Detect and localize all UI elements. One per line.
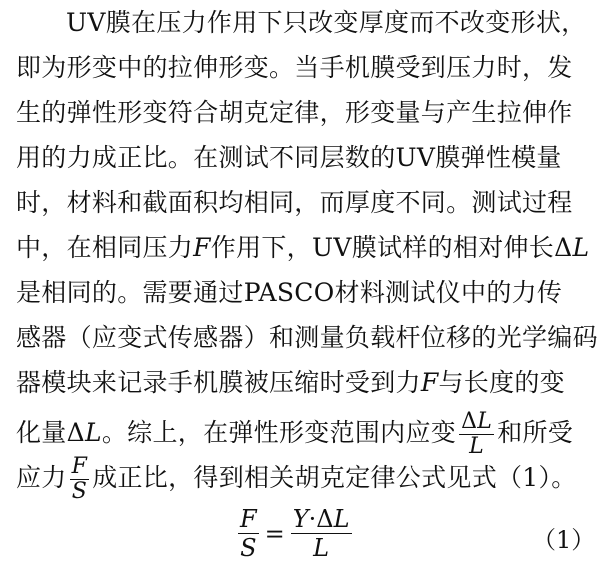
variable-f: F bbox=[193, 233, 211, 262]
delta-symbol: Δ bbox=[316, 505, 334, 533]
formula-rhs-fraction bbox=[291, 505, 352, 562]
text-span: 应力 bbox=[16, 463, 67, 492]
paragraph-line-6 bbox=[16, 231, 590, 265]
fraction-denominator: S bbox=[71, 479, 88, 504]
equation-number: （1） bbox=[532, 526, 596, 554]
text-span: 中，在相同压力 bbox=[16, 233, 194, 262]
variable-l: L bbox=[333, 505, 350, 533]
delta-symbol: Δ bbox=[554, 233, 573, 262]
fraction-numerator bbox=[459, 410, 494, 434]
fraction-numerator bbox=[291, 505, 352, 533]
variable-f: F bbox=[420, 368, 439, 397]
paragraph-line-11 bbox=[16, 443, 586, 513]
hooke-formula bbox=[232, 505, 358, 562]
text-span: 成正比，得到相关胡克定律公式见式（1）。 bbox=[92, 463, 577, 492]
text-span: 器模块来记录手机膜被压缩时受到力 bbox=[16, 368, 421, 397]
variable-y: Y bbox=[292, 505, 309, 533]
formula-lhs-fraction bbox=[238, 505, 259, 562]
text-span: 和所受 bbox=[497, 418, 574, 447]
text-span: 作用下，UV膜试样的相对伸长 bbox=[210, 233, 555, 262]
variable-l: L bbox=[572, 233, 590, 262]
text-span: 与长度的变 bbox=[438, 368, 565, 397]
stress-fraction bbox=[70, 455, 90, 504]
equals-sign: = bbox=[264, 519, 285, 548]
variable-l: L bbox=[477, 409, 493, 434]
paragraph-line-8: 感器（应变式传感器）和测量负载杆位移的光学编码 bbox=[16, 323, 598, 352]
paragraph-line-2: 即为形变中的拉伸形变。当手机膜受到压力时，发 bbox=[16, 53, 573, 82]
paragraph-line-3: 生的弹性形变符合胡克定律，形变量与产生拉伸作 bbox=[16, 98, 573, 127]
delta-symbol: Δ bbox=[66, 418, 85, 447]
paragraph-line-7: 是相同的。需要通过PASCO材料测试仪中的力传 bbox=[16, 278, 563, 307]
dot-operator: · bbox=[308, 505, 317, 533]
variable-l: L bbox=[84, 418, 102, 447]
paragraph-line-5: 时，材料和截面积均相同，而厚度不同。测试过程 bbox=[16, 188, 573, 217]
fraction-denominator: L bbox=[469, 434, 485, 459]
paragraph-line-9 bbox=[16, 366, 586, 400]
fraction-numerator: F bbox=[240, 505, 257, 533]
fraction-numerator: F bbox=[71, 454, 88, 479]
paragraph-line-4: 用的力成正比。在测试不同层数的UV膜弹性模量 bbox=[16, 143, 562, 172]
delta-symbol: Δ bbox=[461, 409, 478, 434]
text-span: 化量 bbox=[16, 418, 67, 447]
paragraph-line-1: UV膜在压力作用下只改变厚度而不改变形状， bbox=[66, 8, 587, 37]
fraction-denominator: L bbox=[313, 534, 330, 562]
text-span: 。综上，在弹性形变范围内应变 bbox=[101, 418, 457, 447]
fraction-denominator: S bbox=[240, 534, 257, 562]
